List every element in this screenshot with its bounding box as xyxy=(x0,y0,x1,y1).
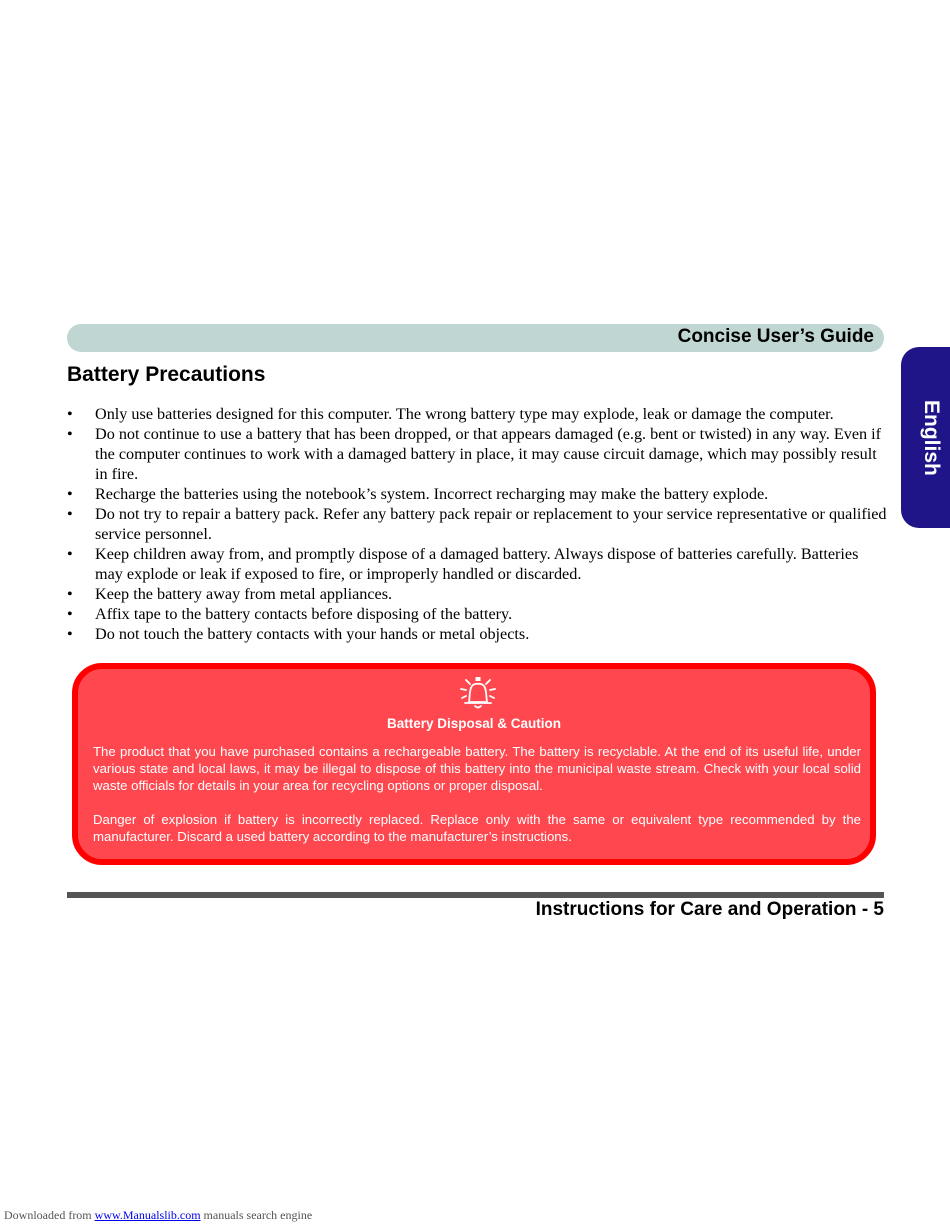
list-item-text: Do not try to repair a battery pack. Refer any battery pack repair or replacement to your service representative or qualified service personnel. xyxy=(95,505,887,543)
list-item-text: Affix tape to the battery contacts before disposing of the battery. xyxy=(95,605,513,623)
language-tab-label: English xyxy=(920,399,943,476)
list-item-text: Keep children away from, and promptly dispose of a damaged battery. Always dispose of batteries carefully. Batteries may explode or leak if exposed to fire, or improperly handled or discarded. xyxy=(95,545,859,583)
list-item-text: Recharge the batteries using the notebook’s system. Incorrect recharging may make the battery explode. xyxy=(95,485,769,503)
alarm-bell-icon xyxy=(456,675,500,711)
language-tab[interactable] xyxy=(901,347,950,528)
section-title: Battery Precautions xyxy=(67,363,266,386)
bullet-icon: • xyxy=(67,605,73,623)
list-item xyxy=(67,404,887,424)
list-item xyxy=(67,504,887,544)
list-item xyxy=(67,544,887,584)
list-item-text: Do not continue to use a battery that has been dropped, or that appears damaged (e.g. bent or twisted) in any way. Even if the computer continues to work with a damaged battery in place, it may cause circuit damage, which may possibly result in fire. xyxy=(95,425,882,483)
bullet-icon: • xyxy=(67,425,73,443)
caution-title: Battery Disposal & Caution xyxy=(386,716,562,731)
bullet-icon: • xyxy=(67,405,73,423)
header-bar xyxy=(67,324,884,352)
list-item xyxy=(67,604,887,624)
manualslib-link[interactable]: www.Manualslib.com xyxy=(94,1208,201,1222)
download-note-prefix: Downloaded from xyxy=(4,1208,95,1222)
download-note xyxy=(4,1208,312,1223)
caution-paragraph-disposal: The product that you have purchased contains a rechargeable battery. The battery is recyclable. At the end of its useful life, under various state and local laws, it may be illegal to dispose of this battery into the municipal waste stream. Check with your local solid waste officials for details in your area for recycling options or proper disposal. xyxy=(93,744,861,793)
bullet-icon: • xyxy=(67,625,73,643)
precautions-list xyxy=(67,404,887,644)
guide-title: Concise User’s Guide xyxy=(677,326,874,347)
list-item xyxy=(67,424,887,484)
list-item-text: Keep the battery away from metal appliances. xyxy=(95,585,393,603)
bullet-icon: • xyxy=(67,585,73,603)
footer-divider xyxy=(67,892,884,898)
list-item xyxy=(67,624,887,644)
caution-paragraph-explosion: Danger of explosion if battery is incorrectly replaced. Replace only with the same or equivalent type recommended by the manufacturer. Discard a used battery according to the manufacturer’s instructions. xyxy=(93,812,861,844)
bullet-icon: • xyxy=(67,505,73,523)
bullet-icon: • xyxy=(67,545,73,563)
list-item xyxy=(67,584,887,604)
caution-box xyxy=(72,663,876,865)
list-item-text: Do not touch the battery contacts with your hands or metal objects. xyxy=(95,625,530,643)
download-note-suffix: manuals search engine xyxy=(200,1208,313,1222)
bullet-icon: • xyxy=(67,485,73,503)
list-item xyxy=(67,484,887,504)
page-footer: Instructions for Care and Operation - 5 xyxy=(535,899,884,920)
list-item-text: Only use batteries designed for this computer. The wrong battery type may explode, leak or damage the computer. xyxy=(95,405,834,423)
